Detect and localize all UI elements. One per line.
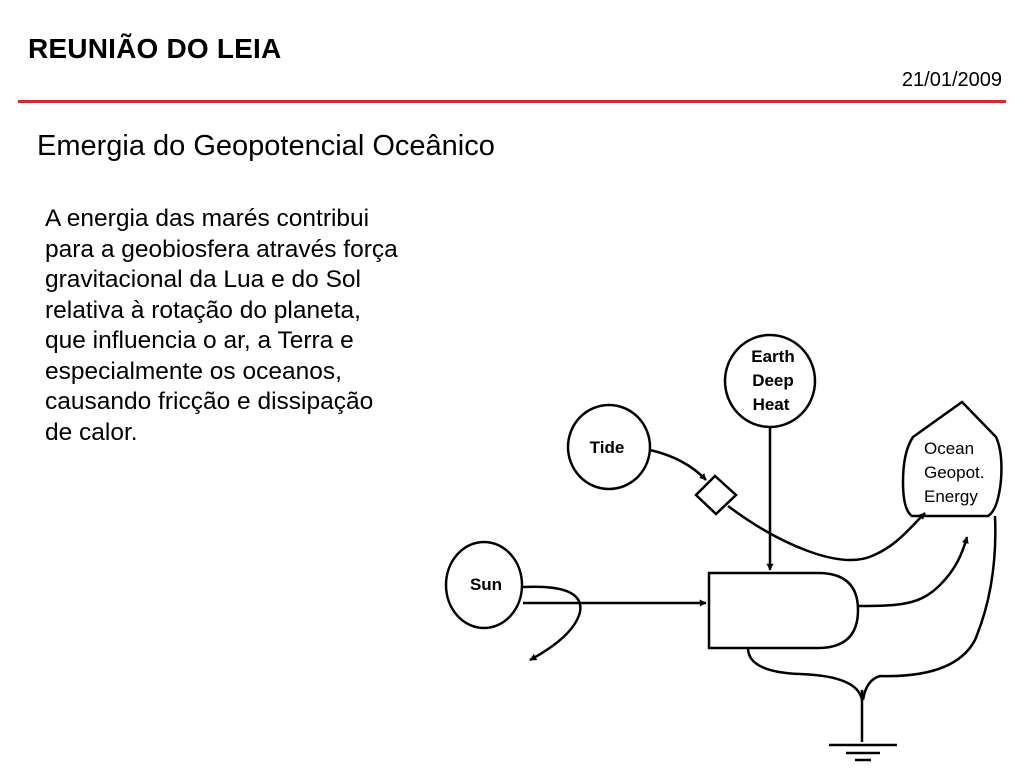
tide-to-ocean-arrow (728, 506, 925, 560)
sun-dissipation-arrow (523, 587, 580, 660)
block-to-ocean-arrow (858, 537, 967, 606)
body-line: gravitacional da Lua e do Sol (45, 266, 361, 293)
body-line: para a geobiosfera através força (45, 235, 398, 263)
sun-label: Sun (469, 575, 503, 594)
ocean-label-line: Geopot. (924, 463, 985, 482)
block-heat-flow (748, 648, 862, 700)
ocean-label-line: Energy (924, 487, 978, 506)
earth-label-line: Deep (752, 371, 794, 390)
tide-flow-arrow (650, 450, 706, 480)
body-line: relativa à rotação do planeta, (45, 296, 361, 324)
tide-label: Tide (589, 438, 625, 457)
body-line: especialmente os oceanos, (45, 357, 342, 385)
body-line: causando fricção e dissipação (45, 388, 374, 415)
sun-source (446, 542, 522, 628)
earth-label-line: Earth (751, 347, 795, 366)
ocean-heat-flow (863, 516, 995, 700)
earth-deep-heat-source (725, 335, 815, 427)
slide-subtitle: Emergia do Geopotencial Oceânico (37, 130, 495, 162)
ocean-label-line: Ocean (924, 439, 975, 458)
slide-date: 21/01/2009 (901, 69, 1002, 91)
body-line: A energia das marés contribui (45, 205, 370, 232)
body-line: que influencia o ar, a Terra e (45, 327, 354, 354)
earth-label-line: Heat (752, 395, 790, 414)
body-line: de calor. (45, 418, 138, 446)
heat-sink-symbol (829, 745, 897, 760)
slide-header-title: REUNIÃO DO LEIA (28, 33, 282, 64)
ocean-geopotential-tank (903, 402, 1001, 516)
interaction-block (709, 573, 858, 648)
tide-source (568, 405, 650, 489)
